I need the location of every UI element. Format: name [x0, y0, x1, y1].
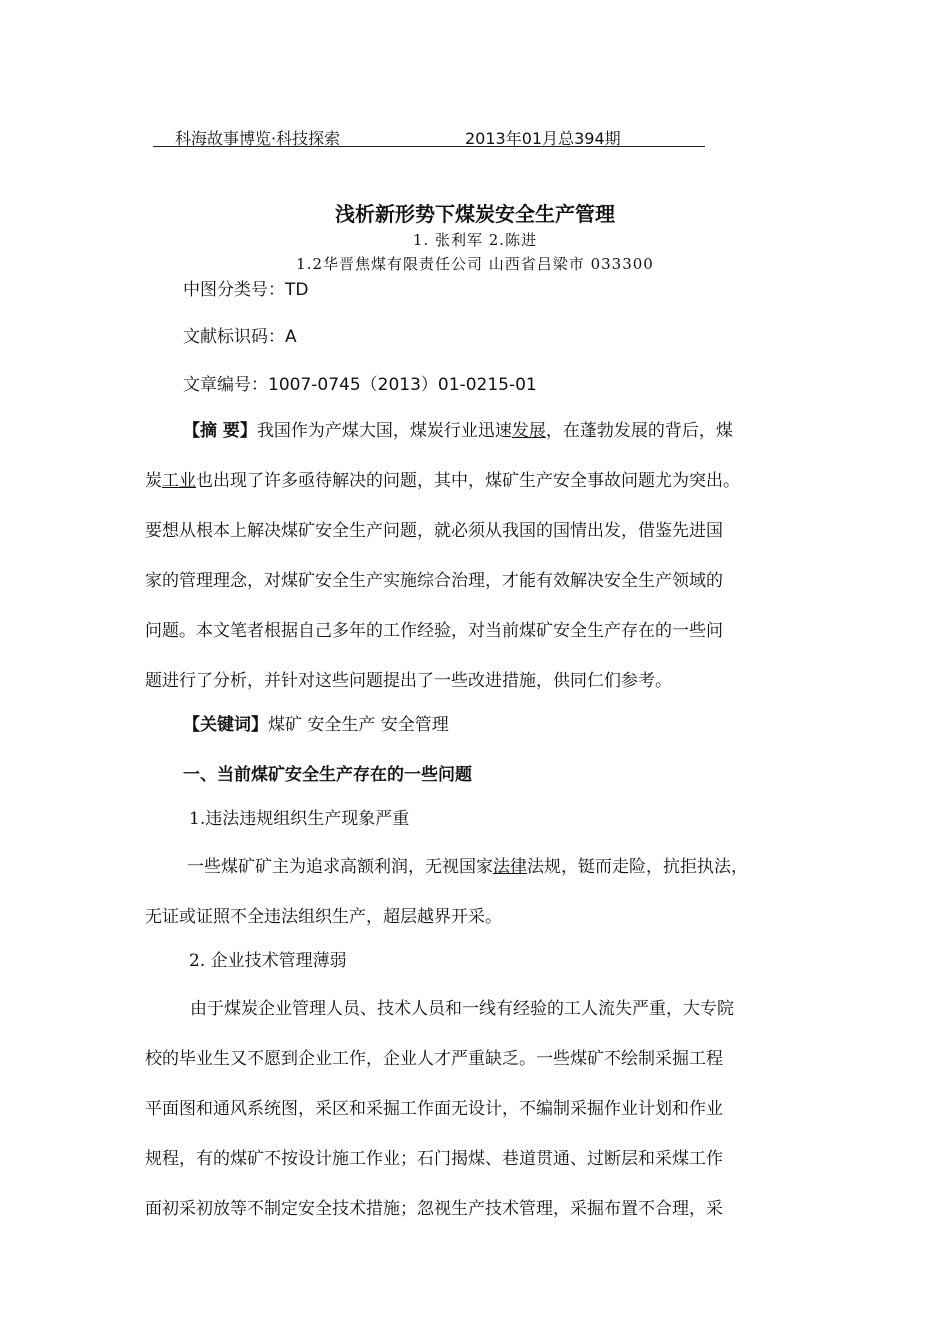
abstract-label: 【摘 要】 — [183, 421, 257, 441]
keywords-label: 【关键词】 — [183, 715, 268, 735]
document-code: 文献标识码：A — [183, 327, 297, 347]
clc-number: 中图分类号：TD — [183, 280, 309, 300]
authors: 1. 张利军 2.陈进 — [412, 231, 538, 249]
sub1-line-1: 一些煤矿矿主为追求高额利润，无视国家法律法规，铤而走险，抗拒执法， — [187, 857, 748, 877]
running-header — [153, 126, 705, 147]
sub2-line-3: 平面图和通风系统图，采区和采掘工作面无设计，不编制采掘作业计划和作业 — [145, 1099, 723, 1119]
abstract-line-4: 家的管理理念，对煤矿安全生产实施综合治理，才能有效解决安全生产领域的 — [145, 571, 723, 591]
affiliation: 1.2华晋焦煤有限责任公司 山西省吕梁市 033300 — [296, 255, 654, 273]
link-industry[interactable]: 工业 — [162, 471, 196, 491]
journal-name: 科海故事博览·科技探索 — [175, 129, 341, 148]
sub1-line-2: 无证或证照不全违法组织生产，超层越界开采。 — [145, 907, 502, 927]
issue-info: 2013年01月总394期 — [465, 129, 621, 148]
keywords: 【关键词】煤矿 安全生产 安全管理 — [183, 715, 449, 735]
subsection-heading-2: 2. 企业技术管理薄弱 — [189, 951, 347, 971]
sub2-line-5: 面初采初放等不制定安全技术措施；忽视生产技术管理，采掘布置不合理，采 — [145, 1199, 723, 1219]
abstract-line-6: 题进行了分析，并针对这些问题提出了一些改进措施，供同仁们参考。 — [145, 671, 672, 691]
abstract-line-2: 炭工业也出现了许多亟待解决的问题，其中，煤矿生产安全事故问题尤为突出。 — [145, 471, 740, 491]
abstract-line-5: 问题。本文笔者根据自己多年的工作经验，对当前煤矿安全生产存在的一些问 — [145, 621, 723, 641]
article-title: 浅析新形势下煤炭安全生产管理 — [335, 202, 615, 226]
sub2-line-4: 规程，有的煤矿不按设计施工作业；石门揭煤、巷道贯通、过断层和采煤工作 — [145, 1149, 723, 1169]
link-law[interactable]: 法律 — [493, 857, 527, 877]
link-development[interactable]: 发展 — [511, 421, 546, 441]
article-number: 文章编号：1007-0745（2013）01-0215-01 — [183, 375, 537, 395]
sub2-line-2: 校的毕业生又不愿到企业工作，企业人才严重缺乏。一些煤矿不绘制采掘工程 — [145, 1049, 723, 1069]
abstract-line-1: 【摘 要】我国作为产煤大国，煤炭行业迅速发展，在蓬勃发展的背后，煤 — [183, 421, 733, 441]
section-heading-1: 一、当前煤矿安全生产存在的一些问题 — [183, 765, 472, 785]
sub2-line-1: 由于煤炭企业管理人员、技术人员和一线有经验的工人流失严重，大专院 — [190, 999, 734, 1019]
subsection-heading-1: 1.违法违规组织生产现象严重 — [189, 809, 410, 829]
abstract-line-3: 要想从根本上解决煤矿安全生产问题，就必须从我国的国情出发，借鉴先进国 — [145, 521, 723, 541]
